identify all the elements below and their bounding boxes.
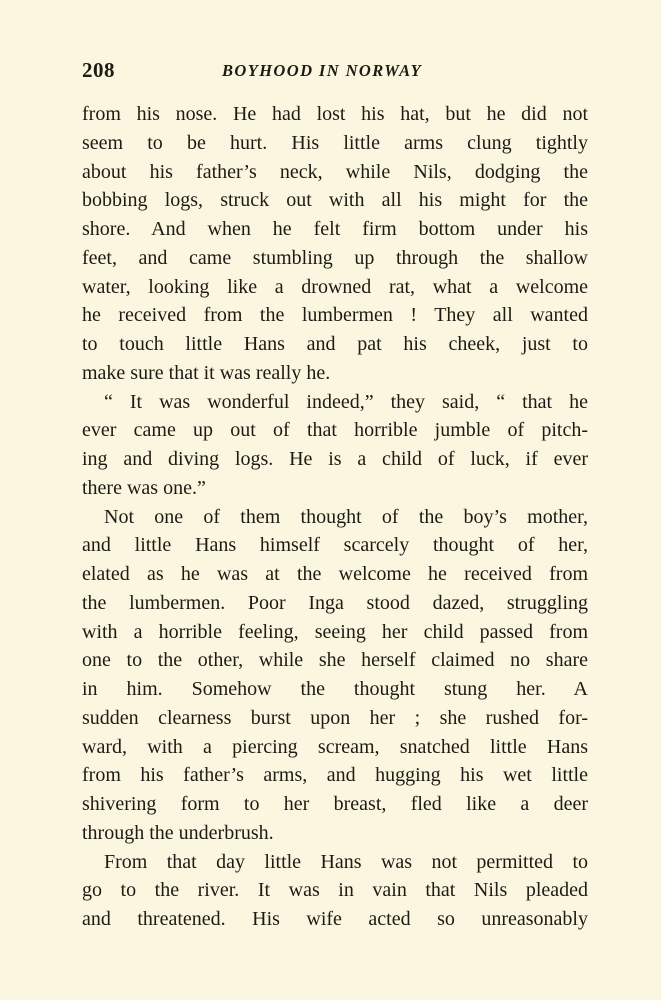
text-line: the lumbermen. Poor Inga stood dazed, struggling <box>82 591 588 614</box>
text-line: about his father’s neck, while Nils, dodging the <box>82 160 588 183</box>
text-line: in him. Somehow the thought stung her. A <box>82 678 588 700</box>
text-line: from his nose. He had lost his hat, but he did not <box>82 103 588 125</box>
text-line: ward, with a piercing scream, snatched little Hans <box>82 735 588 758</box>
text-line: ing and diving logs. He is a child of luck, if ever <box>82 448 588 470</box>
text-line: bobbing logs, struck out with all his might for the <box>82 189 588 212</box>
text-line: from his father’s arms, and hugging his wet little <box>82 764 588 787</box>
paragraph-start-line: From that day little Hans was not permitted to <box>104 850 588 873</box>
paragraph-end-line: there was one.” <box>82 476 206 499</box>
text-line: and little Hans himself scarcely thought of her, <box>82 534 588 557</box>
text-line: ever came up out of that horrible jumble of pitch- <box>82 419 588 442</box>
text-line: elated as he was at the welcome he received from <box>82 563 588 585</box>
body-text <box>82 100 588 934</box>
text-line: water, looking like a drowned rat, what a welcome <box>82 275 588 298</box>
text-line: sudden clearness burst upon her ; she rushed for- <box>82 706 588 729</box>
text-line: to touch little Hans and pat his cheek, just to <box>82 333 588 355</box>
page-header <box>82 58 588 88</box>
running-title: BOYHOOD IN NORWAY <box>222 61 423 80</box>
page-number: 208 <box>82 58 115 82</box>
text-line: go to the river. It was in vain that Nils pleaded <box>82 879 588 902</box>
text-line: with a horrible feeling, seeing her child passed from <box>82 620 588 643</box>
text-line: and threatened. His wife acted so unreasonably <box>82 908 588 930</box>
paragraph-end-line: make sure that it was really he. <box>82 361 331 384</box>
paragraph-start-line: Not one of them thought of the boy’s mother, <box>104 505 588 528</box>
paragraph-start-line: “ It was wonderful indeed,” they said, “ that he <box>104 390 588 413</box>
text-line: shivering form to her breast, fled like a deer <box>82 793 588 815</box>
text-line: shore. And when he felt firm bottom under his <box>82 218 588 240</box>
text-line: one to the other, while she herself claimed no share <box>82 649 588 672</box>
text-line: he received from the lumbermen ! They all wanted <box>82 304 588 327</box>
paragraph-end-line: through the underbrush. <box>82 821 274 844</box>
text-line: feet, and came stumbling up through the shallow <box>82 246 588 269</box>
text-line: seem to be hurt. His little arms clung tightly <box>82 131 588 154</box>
